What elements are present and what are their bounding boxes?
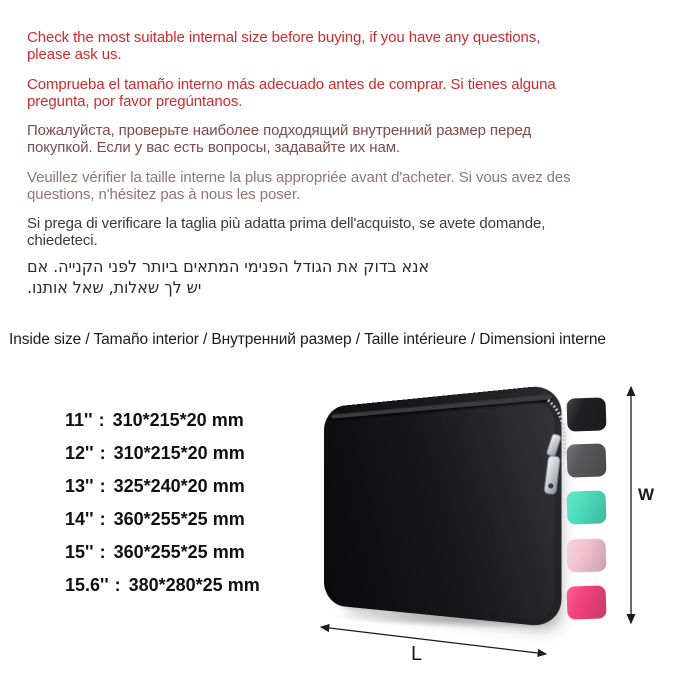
notice-italian [27,215,672,249]
color-swatch-light-pink [566,538,606,572]
length-dimension-label: L [411,643,423,665]
size-row-15-6 [65,569,260,602]
size-table [65,404,260,602]
size-row-11 [65,404,260,437]
color-swatch-rose [566,585,606,619]
size-dimensions: 360*255*25 mm [113,509,245,529]
width-arrow-icon [622,381,640,629]
notice-english [27,29,672,63]
size-label: 15.6'' [65,575,109,595]
size-label: 14'' [65,509,94,529]
inside-size-header: Inside size / Tamaño interior / Внутренний размер / Taille intérieure / Dimensioni interne [9,331,606,348]
size-dimensions: 325*240*20 mm [113,476,245,496]
notice-french-line1: Veuillez vérifier la taille interne la plus appropriée avant d'acheter. Si vous avez des [27,169,571,186]
separator: : [99,509,106,529]
notice-russian [27,122,672,156]
size-dimensions: 380*280*25 mm [128,575,260,595]
size-dimensions: 310*215*20 mm [112,410,244,430]
notice-english-line2: please ask us. [27,46,122,63]
notice-spanish-line1: Comprueba el tamaño interno más adecuado antes de comprar. Si tienes alguna [27,76,556,93]
color-swatch-mint [566,490,606,524]
notice-french [27,169,672,203]
size-row-15 [65,536,260,569]
notice-hebrew [27,256,672,298]
notice-italian-line2: chiedeteci. [27,232,98,249]
black-sleeve [324,384,562,628]
size-label: 13'' [65,476,94,496]
size-row-12 [65,437,260,470]
notice-russian-line2: покупкой. Если у вас есть вопросы, задавайте их нам. [27,139,400,156]
notice-hebrew-line1: אנא בדוק את הגודל הפנימי המתאים ביותר לפני הקנייה. אם [27,257,430,276]
notice-english-line1: Check the most suitable internal size before buying, if you have any questions, [27,29,541,46]
size-label: 11'' [65,410,93,430]
width-dimension-label: W [638,485,655,504]
separator: : [99,542,106,562]
separator: : [114,575,121,595]
size-label: 15'' [65,542,94,562]
separator: : [99,443,106,463]
size-label: 12'' [65,443,94,463]
separator: : [99,476,106,496]
length-arrow-icon [312,619,554,663]
color-swatch-gray [566,443,606,477]
notice-spanish [27,76,672,110]
notice-spanish-line2: pregunta, por favor pregúntanos. [27,93,243,110]
size-dimensions: 360*255*25 mm [113,542,245,562]
separator: : [98,410,105,430]
size-row-14 [65,503,260,536]
size-row-13 [65,470,260,503]
notice-russian-line1: Пожалуйста, проверьте наиболее подходящий внутренний размер перед [27,122,532,139]
notice-french-line2: questions, n'hésitez pas à nous les poser. [27,186,301,203]
size-dimensions: 310*215*20 mm [113,443,245,463]
color-swatch-black [566,397,606,431]
notice-hebrew-line2: יש לך שאלות, שאל אותנו. [27,278,202,297]
notice-italian-line1: Si prega di verificare la taglia più adatta prima dell'acquisto, se avete domande, [27,215,546,232]
